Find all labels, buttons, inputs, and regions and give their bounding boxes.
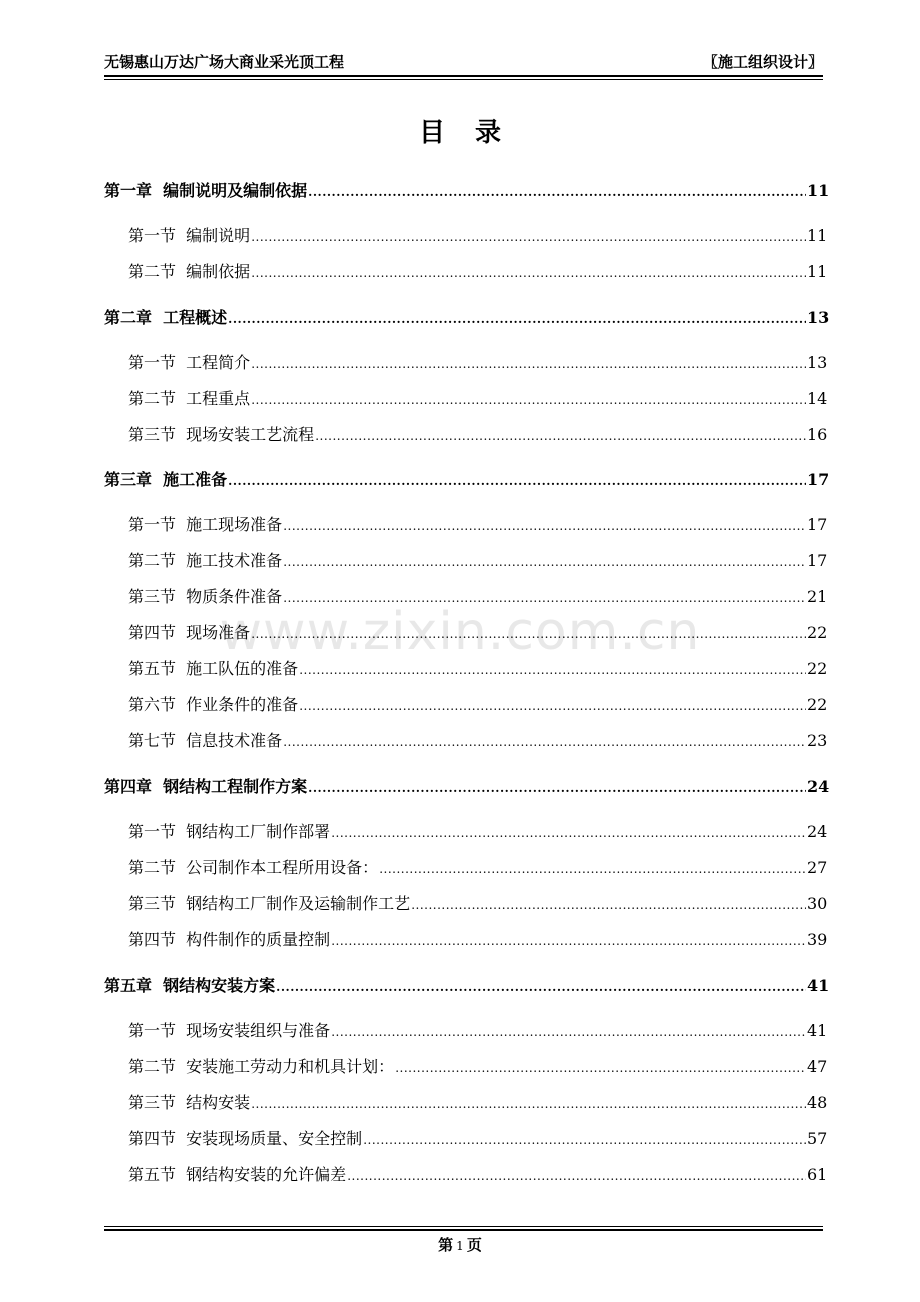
- toc-entry-page-number: 41: [807, 976, 830, 995]
- toc-leader-dots: [276, 976, 806, 998]
- toc-entry-page-number: 11: [807, 262, 828, 281]
- header-rule-thick: [104, 75, 823, 77]
- toc-leader-dots: [331, 1021, 806, 1043]
- toc-leader-dots: [251, 262, 806, 284]
- toc-entry-label: 第四节 安装现场质量、安全控制: [128, 1129, 363, 1148]
- toc-entry-page-number: 13: [807, 308, 830, 327]
- toc-entry-page-number: 30: [807, 894, 828, 913]
- footer-prefix: 第: [438, 1236, 454, 1254]
- footer-rule-thin: [104, 1226, 823, 1227]
- toc-section-entry[interactable]: [104, 821, 828, 843]
- toc-entry-label: 第二节 工程重点: [128, 389, 251, 408]
- toc-section-entry[interactable]: [104, 622, 828, 644]
- toc-entry-page-number: 61: [807, 1165, 828, 1184]
- toc-leader-dots: [251, 389, 806, 411]
- toc-entry-page-number: 48: [807, 1093, 828, 1112]
- toc-chapter-entry[interactable]: [104, 469, 830, 491]
- toc-leader-dots: [308, 777, 806, 799]
- toc-section-entry[interactable]: [104, 1020, 828, 1042]
- toc-leader-dots: [331, 930, 806, 952]
- toc-leader-dots: [283, 587, 806, 609]
- toc-entry-label: 第二章 工程概述: [104, 308, 228, 327]
- toc-entry-label: 第三节 结构安装: [128, 1093, 251, 1112]
- toc-entry-page-number: 24: [807, 822, 828, 841]
- toc-entry-page-number: 47: [807, 1057, 828, 1076]
- page-header: [104, 52, 823, 72]
- toc-section-entry[interactable]: [104, 261, 828, 283]
- toc-section-entry[interactable]: [104, 857, 828, 879]
- toc-entry-page-number: 57: [807, 1129, 828, 1148]
- page-footer: [0, 1236, 920, 1255]
- toc-section-entry[interactable]: [104, 514, 828, 536]
- toc-entry-label: 第一章 编制说明及编制依据: [104, 181, 308, 200]
- toc-entry-label: 第四章 钢结构工程制作方案: [104, 777, 308, 796]
- toc-section-entry[interactable]: [104, 1128, 828, 1150]
- toc-entry-page-number: 14: [807, 389, 828, 408]
- toc-leader-dots: [283, 551, 806, 573]
- toc-entry-label: 第二节 编制依据: [128, 262, 251, 281]
- toc-section-entry[interactable]: [104, 1056, 828, 1078]
- toc-leader-dots: [251, 623, 806, 645]
- toc-leader-dots: [379, 858, 806, 880]
- toc-leader-dots: [283, 515, 806, 537]
- toc-entry-page-number: 13: [807, 353, 828, 372]
- toc-entry-label: 第七节 信息技术准备: [128, 731, 283, 750]
- toc-section-entry[interactable]: [104, 586, 828, 608]
- toc-title: 目录: [418, 118, 531, 148]
- toc-entry-label: 第五节 施工队伍的准备: [128, 659, 299, 678]
- toc-section-entry[interactable]: [104, 694, 828, 716]
- toc-leader-dots: [251, 1093, 806, 1115]
- toc-entry-label: 第二节 公司制作本工程所用设备：: [128, 858, 379, 877]
- toc-leader-dots: [251, 353, 806, 375]
- toc-entry-label: 第三节 物质条件准备: [128, 587, 283, 606]
- toc-section-entry[interactable]: [104, 929, 828, 951]
- toc-leader-dots: [283, 731, 806, 753]
- toc-leader-dots: [331, 822, 806, 844]
- toc-entry-page-number: 11: [807, 181, 830, 200]
- toc-entry-label: 第三节 钢结构工厂制作及运输制作工艺: [128, 894, 411, 913]
- toc-section-entry[interactable]: [104, 352, 828, 374]
- footer-suffix: 页: [466, 1236, 482, 1254]
- toc-leader-dots: [411, 894, 806, 916]
- toc-entry-page-number: 16: [807, 425, 828, 444]
- toc-entry-label: 第三章 施工准备: [104, 470, 228, 489]
- toc-chapter-entry[interactable]: [104, 975, 830, 997]
- toc-entry-label: 第一节 编制说明: [128, 226, 251, 245]
- toc-section-entry[interactable]: [104, 893, 828, 915]
- toc-entry-page-number: 17: [807, 515, 828, 534]
- toc-entry-label: 第一节 施工现场准备: [128, 515, 283, 534]
- toc-leader-dots: [308, 181, 806, 203]
- toc-entry-page-number: 22: [807, 695, 828, 714]
- toc-entry-page-number: 23: [807, 731, 828, 750]
- toc-entry-page-number: 22: [807, 659, 828, 678]
- toc-entry-label: 第一节 工程简介: [128, 353, 251, 372]
- toc-entry-label: 第一节 现场安装组织与准备: [128, 1021, 331, 1040]
- footer-page-number: 1: [456, 1239, 464, 1253]
- toc-entry-page-number: 17: [807, 470, 830, 489]
- toc-leader-dots: [363, 1129, 806, 1151]
- toc-entry-label: 第六节 作业条件的准备: [128, 695, 299, 714]
- toc-leader-dots: [315, 425, 806, 447]
- toc-entry-page-number: 22: [807, 623, 828, 642]
- toc-leader-dots: [228, 308, 806, 330]
- header-project-title: 无锡惠山万达广场大商业采光顶工程: [104, 53, 345, 71]
- toc-leader-dots: [228, 470, 806, 492]
- toc-leader-dots: [395, 1057, 806, 1079]
- toc-section-entry[interactable]: [104, 424, 828, 446]
- toc-section-entry[interactable]: [104, 730, 828, 752]
- toc-entry-page-number: 11: [807, 226, 828, 245]
- toc-chapter-entry[interactable]: [104, 307, 830, 329]
- header-document-type: 〖施工组织设计〗: [702, 53, 823, 71]
- toc-section-entry[interactable]: [104, 225, 828, 247]
- toc-chapter-entry[interactable]: [104, 776, 830, 798]
- toc-entry-page-number: 41: [807, 1021, 828, 1040]
- toc-entry-label: 第四节 现场准备: [128, 623, 251, 642]
- toc-entry-page-number: 21: [807, 587, 828, 606]
- toc-entry-page-number: 39: [807, 930, 828, 949]
- toc-section-entry[interactable]: [104, 1092, 828, 1114]
- toc-entry-page-number: 27: [807, 858, 828, 877]
- toc-entry-label: 第一节 钢结构工厂制作部署: [128, 822, 331, 841]
- footer-rule-thick: [104, 1229, 823, 1231]
- toc-section-entry[interactable]: [104, 550, 828, 572]
- toc-section-entry[interactable]: [104, 658, 828, 680]
- toc-leader-dots: [299, 695, 806, 717]
- toc-entry-label: 第三节 现场安装工艺流程: [128, 425, 315, 444]
- toc-chapter-entry[interactable]: [104, 180, 830, 202]
- toc-entry-label: 第五章 钢结构安装方案: [104, 976, 276, 995]
- toc-entry-page-number: 24: [807, 777, 830, 796]
- toc-entry-page-number: 17: [807, 551, 828, 570]
- toc-entry-label: 第四节 构件制作的质量控制: [128, 930, 331, 949]
- toc-entry-label: 第二节 施工技术准备: [128, 551, 283, 570]
- toc-leader-dots: [299, 659, 806, 681]
- toc-section-entry[interactable]: [104, 1164, 828, 1186]
- header-rule-thin: [104, 79, 823, 80]
- toc-entry-label: 第二节 安装施工劳动力和机具计划：: [128, 1057, 395, 1076]
- watermark: www.zixin.com.cn: [219, 602, 701, 662]
- toc-leader-dots: [251, 226, 806, 248]
- toc-leader-dots: [347, 1165, 806, 1187]
- toc-entry-label: 第五节 钢结构安装的允许偏差: [128, 1165, 347, 1184]
- toc-section-entry[interactable]: [104, 388, 828, 410]
